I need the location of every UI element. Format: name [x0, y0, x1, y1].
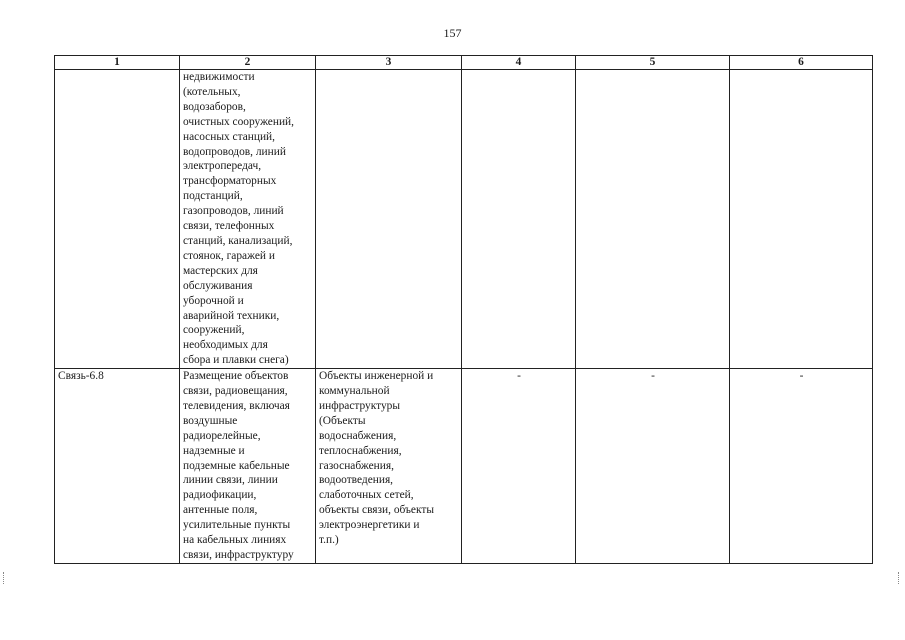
table-cell-description: Размещение объектов связи, радиовещания, телевидения, включая воздушные радиорелейные, надземные и подземные кабельные линии связи, линии радиофикации, антенные поля, усилительные пункты на кабельных линиях связи, инфраструктуру: [180, 369, 316, 564]
table-row: [55, 70, 873, 369]
table-cell-col5: [576, 70, 730, 369]
column-header-1: 1: [55, 56, 180, 70]
table-cell-objects: [316, 70, 462, 369]
table-cell-col6: -: [730, 369, 873, 564]
table-header-row: [55, 56, 873, 70]
page-number: 157: [443, 26, 462, 40]
table-cell-objects: Объекты инженерной и коммунальной инфраструктуры (Объекты водоснабжения, теплоснабжения, газоснабжения, водоотведения, слаботочных сетей, объекты связи, объекты электроэнергетики и т.п.): [316, 369, 462, 564]
table-cell-col4: [462, 70, 576, 369]
column-header-6: 6: [730, 56, 873, 70]
table-cell-description: недвижимости (котельных, водозаборов, очистных сооружений, насосных станций, водопроводов, линий электропередач, трансформаторных подстанций, газопроводов, линий связи, телефонных станций, канализаций, стоянок, гаражей и мастерских для обслуживания уборочной и аварийной техники, сооружений, необходимых для сбора и плавки снега): [180, 70, 316, 369]
table-row: [55, 369, 873, 564]
scan-edge-mark-right: [898, 572, 902, 584]
column-header-5: 5: [576, 56, 730, 70]
scan-edge-mark-left: [3, 572, 7, 584]
column-header-4: 4: [462, 56, 576, 70]
column-header-2: 2: [180, 56, 316, 70]
zoning-table: [54, 55, 873, 564]
table-cell-code: [55, 70, 180, 369]
table-cell-code: Связь-6.8: [55, 369, 180, 564]
table-cell-col5: -: [576, 369, 730, 564]
column-header-3: 3: [316, 56, 462, 70]
table-cell-col4: -: [462, 369, 576, 564]
table-cell-col6: [730, 70, 873, 369]
